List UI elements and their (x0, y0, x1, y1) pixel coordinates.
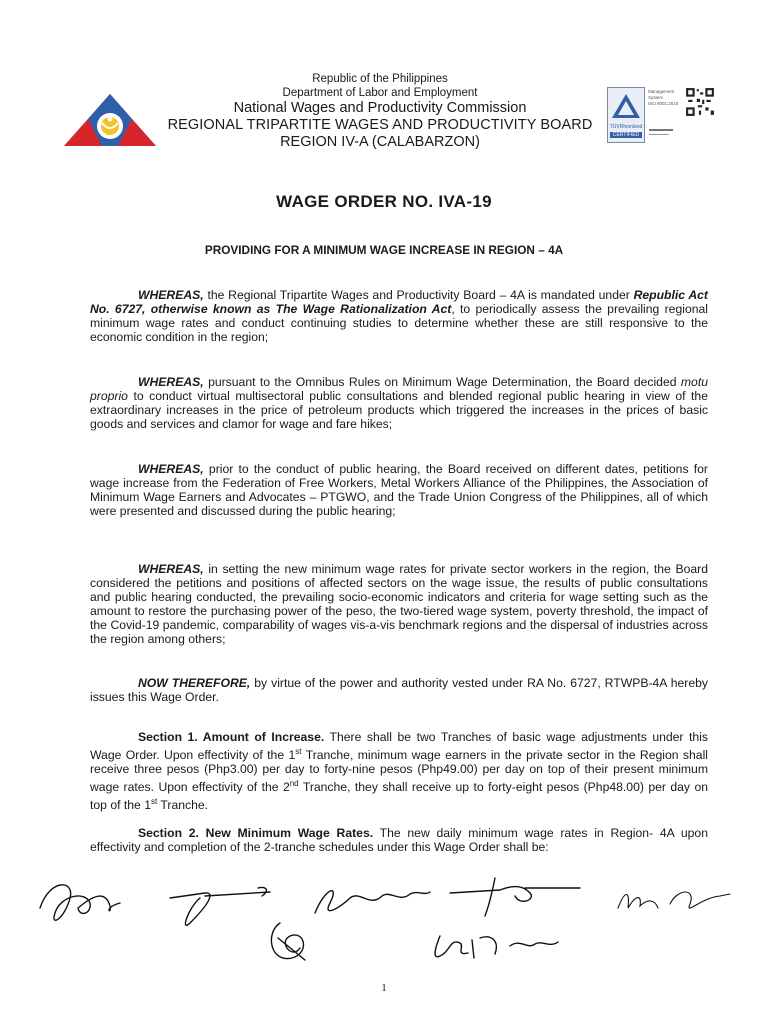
section-1-paragraph: Section 1. Amount of Increase. There shall be two Tranches of basic wage adjustments under this Wage Order. Upon effectivity of the 1st Tranche, minimum wage earners in the private sector in the Region shall receive three pesos (Php3.00) per day to forty-nine pesos (Php49.00) per day on top of their present minimum wage rates. Upon effectivity of the 2nd Tranche, they shall receive up to forty-eight pesos (Php48.00) per day on top of the 1st Tranche. (90, 730, 708, 812)
tuv-badge (607, 87, 645, 143)
signature-7 (435, 936, 558, 958)
signature-4 (450, 878, 580, 916)
header-country: Republic of the Philippines (312, 73, 448, 85)
section-2-paragraph: Section 2. New Minimum Wage Rates. The new daily minimum wage rates in Region- 4A upon effectivity and completion of the 2-tranche schedules under this Wage Order shall be: (90, 826, 708, 854)
signature-3 (315, 891, 430, 913)
signature-2 (170, 887, 270, 925)
page-number: 1 (381, 982, 387, 994)
tuv-badge-text: TÜVRheinland (609, 124, 643, 130)
whereas-paragraph-2: WHEREAS, pursuant to the Omnibus Rules on Minimum Wage Determination, the Board decided motu proprio to conduct virtual multisectoral public consultations and blended regional public hearing in view of the extraordinary increases in the price of petroleum products which triggered the increases in the prices of basic goods and services and clamor for wage and fare hikes; (90, 375, 708, 431)
signature-5 (618, 892, 730, 908)
whereas-paragraph-1: WHEREAS, the Regional Tripartite Wages and Productivity Board – 4A is mandated under Republic Act No. 6727, otherwise known as The Wage Rationalization Act, to periodically assess the prevailing regional minimum wage rates and conduct continuing studies to determine whether these are still responsive to the economic condition in the region; (90, 288, 708, 344)
signatures (30, 868, 740, 978)
certification-block (607, 85, 717, 150)
now-therefore-paragraph: NOW THEREFORE, by virtue of the power and authority vested under RA No. 6727, RTWPB-4A hereby issues this Wage Order. (90, 676, 708, 704)
whereas-paragraph-4: WHEREAS, in setting the new minimum wage rates for private sector workers in the region, the Board considered the petitions and positions of affected sectors on the wage issue, the results of public consultations and public hearing conducted, the prevailing socio-economic indicators and criteria for wage setting such as the amount to restore the purchasing power of the peso, the two-tiered wage system, poverty threshold, the impact of the Covid-19 pandemic, comparability of wages vis-a-vis benchmark regions and the dispersal of industries across the region among others; (90, 562, 708, 646)
header-commission: National Wages and Productivity Commission (233, 100, 527, 117)
whereas-paragraph-3: WHEREAS, prior to the conduct of public hearing, the Board received on different dates, petitions for wage increase from the Federation of Free Workers, Metal Workers Alliance of the Philippines, the Association of Minimum Wage Earners and Advocates – PTGWO, and the Trade Union Congress of the Philippines, all of which were presented and discussed during the public hearing; (90, 462, 708, 518)
letterhead (150, 73, 610, 151)
cert-side-text: Management System ISO 9001:2015 (648, 89, 679, 106)
header-region: REGION IV-A (CALABARZON) (280, 134, 480, 151)
header-department: Department of Labor and Employment (282, 86, 478, 99)
header-board: REGIONAL TRIPARTITE WAGES AND PRODUCTIVITY BOARD (167, 117, 593, 134)
cert-small-text (649, 129, 679, 141)
signature-6 (271, 923, 305, 960)
tuv-triangle-icon (608, 92, 644, 122)
signature-1 (40, 885, 120, 920)
document-subtitle: PROVIDING FOR A MINIMUM WAGE INCREASE IN REGION – 4A (204, 243, 564, 257)
document-title: WAGE ORDER NO. IVA-19 (276, 192, 492, 211)
qr-code-icon (685, 87, 715, 117)
tuv-badge-sub: CERTIFIED (610, 132, 642, 138)
agency-logo (62, 92, 158, 148)
